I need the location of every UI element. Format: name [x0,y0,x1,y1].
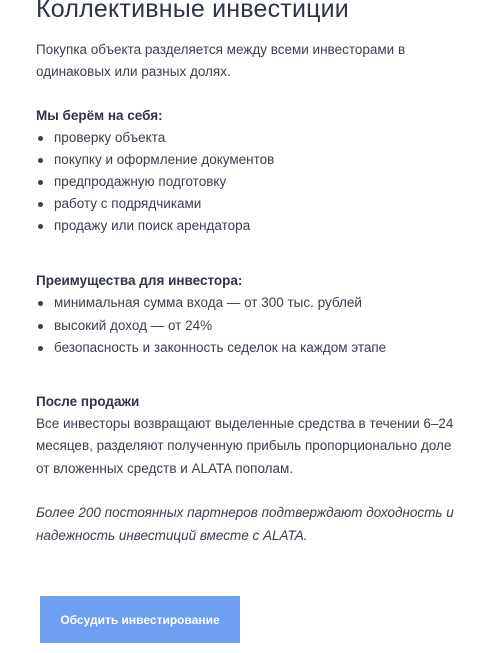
content [36,0,466,561]
bullet-icon [38,346,43,351]
list-item-label: высокий доход — от 24% [54,317,213,333]
bullet-icon [38,202,43,207]
list-item-label: покупку и оформление документов [54,152,275,167]
bullet-icon [38,324,43,329]
list-item [36,337,466,360]
responsibilities-heading: Мы берём на себя: [36,108,163,123]
benefits-list [36,292,466,360]
list-item [36,149,466,171]
list-item-label: предпродажную подготовку [54,174,227,189]
intro-text: Покупка объекта разделяется между всеми инвесторами в одинаковых или разных долях. [36,42,406,79]
list-item-label: проверку объекта [54,130,166,145]
responsibilities-section [36,105,466,237]
discuss-investment-button[interactable]: Обсудить инвестирование [40,596,240,643]
bullet-icon [38,180,43,185]
responsibilities-list [36,127,466,237]
list-item [36,292,466,315]
bullet-icon [38,301,43,306]
bullet-icon [38,224,43,229]
list-item [36,171,466,193]
after-sale-section [36,391,466,481]
after-sale-heading: После продажи [36,393,140,409]
list-item [36,215,466,237]
list-item [36,127,466,149]
list-item-label: продажу или поиск арендатора [54,218,251,233]
after-sale-text: Все инвесторы возвращают выделенные средства в течении 6–24 месяцев, разделяют полученную прибыль пропорционально доле от вложенных средств и ALATA пополам. [36,415,454,476]
list-item [36,315,466,338]
bullet-icon [38,136,43,141]
list-item [36,193,466,215]
bullet-icon [38,158,43,163]
list-item-label: минимальная сумма входа — от 300 тыс. рублей [54,295,362,310]
benefits-heading: Преимущества для инвестора: [36,273,243,288]
benefits-section [36,270,466,360]
partners-quote: Более 200 постоянных партнеров подтверждают доходность и надежность инвестиций вместе с ALATA. [36,505,454,543]
list-item-label: работу с подрядчиками [54,196,202,211]
list-item-label: безопасность и законность седелок на каждом этапе [54,340,387,355]
page-title: Коллективные инвестиции [36,0,349,23]
